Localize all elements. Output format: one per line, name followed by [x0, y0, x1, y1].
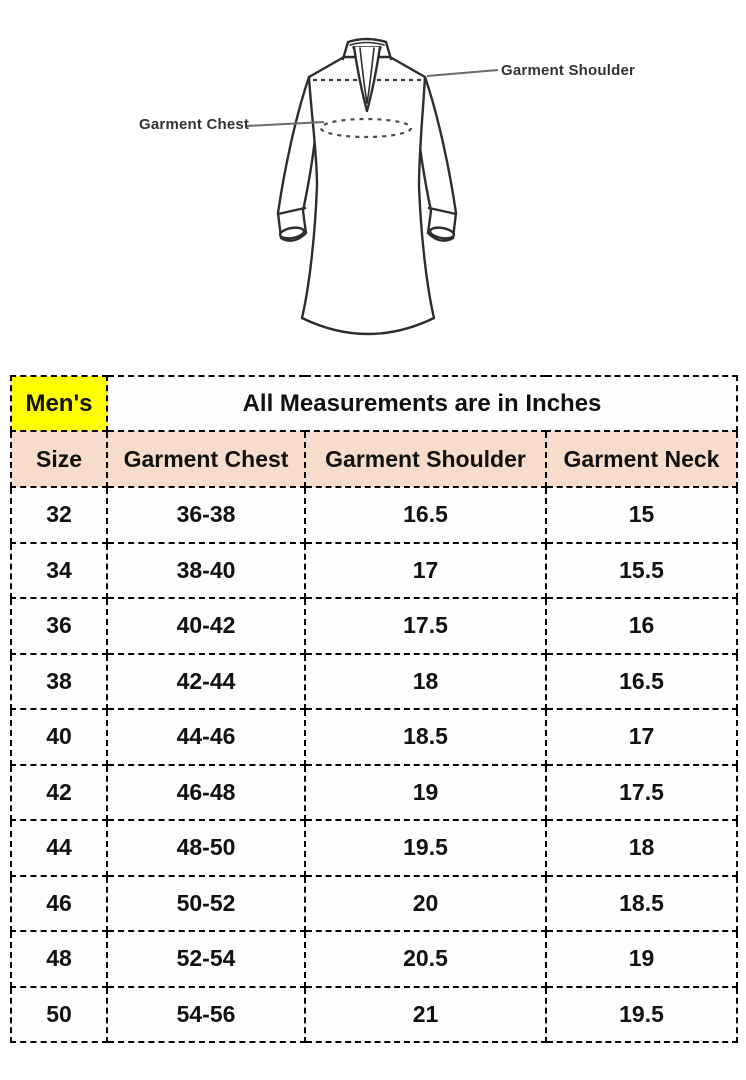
size-cell: 46 [11, 876, 107, 932]
chest-cell: 36-38 [107, 487, 305, 543]
size-chart-table [10, 375, 738, 1043]
size-cell: 50 [11, 987, 107, 1043]
shoulder-cell: 20.5 [305, 931, 546, 987]
chest-cell: 54-56 [107, 987, 305, 1043]
garment-chest-label: Garment Chest [139, 116, 250, 133]
shoulder-leader-line [427, 70, 498, 76]
table-row [11, 487, 737, 543]
table-row [11, 709, 737, 765]
kurta-diagram-svg [0, 0, 746, 375]
table-row [11, 543, 737, 599]
size-cell: 40 [11, 709, 107, 765]
shoulder-cell: 17 [305, 543, 546, 599]
neck-cell: 19.5 [546, 987, 737, 1043]
size-cell: 36 [11, 598, 107, 654]
chest-cell: 38-40 [107, 543, 305, 599]
column-header-row [11, 431, 737, 487]
shoulder-cell: 19.5 [305, 820, 546, 876]
gender-group-cell: Men's [11, 376, 107, 431]
garment-diagram [0, 0, 746, 375]
table-row [11, 820, 737, 876]
table-row [11, 598, 737, 654]
shoulder-cell: 17.5 [305, 598, 546, 654]
garment-shoulder-label: Garment Shoulder [501, 62, 636, 79]
table-title-cell: All Measurements are in Inches [107, 376, 737, 431]
table-title-row [11, 376, 737, 431]
kurta-collar-inner-edge [350, 43, 384, 46]
chest-cell: 46-48 [107, 765, 305, 821]
column-header-size: Size [11, 431, 107, 487]
chest-cell: 48-50 [107, 820, 305, 876]
neck-cell: 17.5 [546, 765, 737, 821]
size-cell: 42 [11, 765, 107, 821]
neck-cell: 15.5 [546, 543, 737, 599]
chest-cell: 52-54 [107, 931, 305, 987]
neck-cell: 17 [546, 709, 737, 765]
size-cell: 44 [11, 820, 107, 876]
column-header-neck: Garment Neck [546, 431, 737, 487]
size-cell: 34 [11, 543, 107, 599]
table-row [11, 876, 737, 932]
chest-cell: 40-42 [107, 598, 305, 654]
column-header-chest: Garment Chest [107, 431, 305, 487]
shoulder-cell: 18.5 [305, 709, 546, 765]
chest-cell: 42-44 [107, 654, 305, 710]
neck-cell: 18.5 [546, 876, 737, 932]
neck-cell: 16 [546, 598, 737, 654]
size-cell: 32 [11, 487, 107, 543]
shoulder-cell: 20 [305, 876, 546, 932]
neck-cell: 16.5 [546, 654, 737, 710]
table-row [11, 987, 737, 1043]
size-cell: 48 [11, 931, 107, 987]
shoulder-cell: 19 [305, 765, 546, 821]
neck-cell: 19 [546, 931, 737, 987]
shoulder-cell: 21 [305, 987, 546, 1043]
table-row [11, 654, 737, 710]
chest-cell: 44-46 [107, 709, 305, 765]
neck-cell: 18 [546, 820, 737, 876]
chest-cell: 50-52 [107, 876, 305, 932]
table-row [11, 765, 737, 821]
shoulder-cell: 18 [305, 654, 546, 710]
size-cell: 38 [11, 654, 107, 710]
shoulder-cell: 16.5 [305, 487, 546, 543]
table-row [11, 931, 737, 987]
neck-cell: 15 [546, 487, 737, 543]
column-header-shoulder: Garment Shoulder [305, 431, 546, 487]
